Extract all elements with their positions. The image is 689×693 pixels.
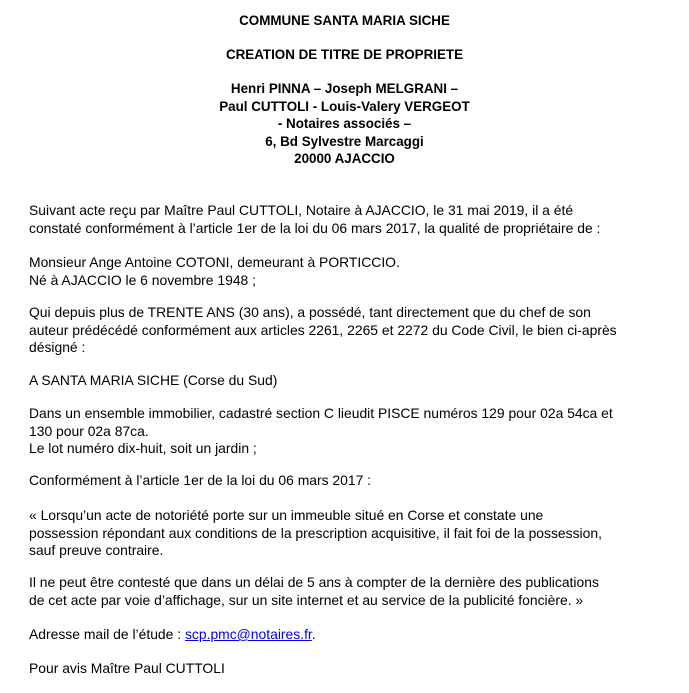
text-line: A SANTA MARIA SICHE (Corse du Sud)	[29, 372, 278, 388]
paragraph-cadastre	[29, 405, 681, 458]
document-title: CREATION DE TITRE DE PROPRIETE	[225, 47, 464, 62]
commune-heading: COMMUNE SANTA MARIA SICHE	[239, 13, 450, 28]
text-line: Le lot numéro dix-huit, soit un jardin ;	[29, 440, 257, 457]
text-line: constaté conformément à l’article 1er de la loi du 06 mars 2017, la qualité de propriétaire de :	[29, 219, 601, 236]
text-line: Qui depuis plus de TRENTE ANS (30 ans), a possédé, tant directement que du chef de son	[29, 304, 591, 320]
text-line: « Lorsqu’un acte de notoriété porte sur un immeuble situé en Corse et constate une	[29, 507, 544, 523]
paragraph-signature	[29, 660, 681, 678]
paragraph-email	[29, 626, 681, 644]
paragraph-location	[29, 372, 681, 390]
text-line	[29, 626, 681, 644]
notary-address-street: 6, Bd Sylvestre Marcaggi	[265, 133, 424, 149]
text-line: désigné :	[29, 339, 86, 356]
notary-names-line-1: Henri PINNA – Joseph MELGRANI –	[230, 81, 459, 96]
text-line: Conformément à l’article 1er de la loi du 06 mars 2017 :	[29, 472, 372, 488]
email-label: Adresse mail de l’étude :	[29, 626, 185, 642]
paragraph-deed	[29, 202, 681, 237]
text-line: Monsieur Ange Antoine COTONI, demeurant à PORTICCIO.	[29, 254, 400, 270]
text-line: Dans un ensemble immobilier, cadastré section C lieudit PISCE numéros 129 pour 02a 54ca et	[29, 405, 613, 421]
text-line: sauf preuve contraire.	[29, 542, 164, 559]
paragraph-law-reference	[29, 472, 681, 490]
signature-line: Pour avis Maître Paul CUTTOLI	[29, 660, 225, 676]
text-line: possession répondant aux conditions de la prescription acquisitive, il fait foi de la possession,	[29, 524, 602, 541]
paragraph-possession	[29, 304, 681, 357]
paragraph-quote	[29, 507, 681, 560]
notary-address-city: 20000 AJACCIO	[294, 151, 395, 167]
email-link[interactable]: scp.pmc@notaires.fr	[184, 626, 312, 642]
text-line: Né à AJACCIO le 6 novembre 1948 ;	[29, 271, 256, 288]
paragraph-contest	[29, 574, 681, 609]
text-line: de cet acte par voie d’affichage, sur un site internet et au service de la publicité foncière. »	[29, 591, 584, 608]
notary-block	[0, 80, 689, 168]
text-line: auteur prédécédé conformément aux articles 2261, 2265 et 2272 du Code Civil, le bien ci-après	[29, 321, 617, 338]
text-line: 130 pour 02a 87ca.	[29, 422, 149, 439]
text-line: Suivant acte reçu par Maître Paul CUTTOLI, Notaire à AJACCIO, le 31 mai 2019, il a été	[29, 202, 574, 218]
paragraph-owner	[29, 254, 681, 289]
notary-associates: - Notaires associés –	[277, 116, 412, 132]
email-suffix: .	[311, 626, 316, 642]
notary-names-line-2: Paul CUTTOLI - Louis-Valery VERGEOT	[219, 98, 470, 114]
text-line: Il ne peut être contesté que dans un délai de 5 ans à compter de la dernière des publications	[29, 574, 599, 590]
